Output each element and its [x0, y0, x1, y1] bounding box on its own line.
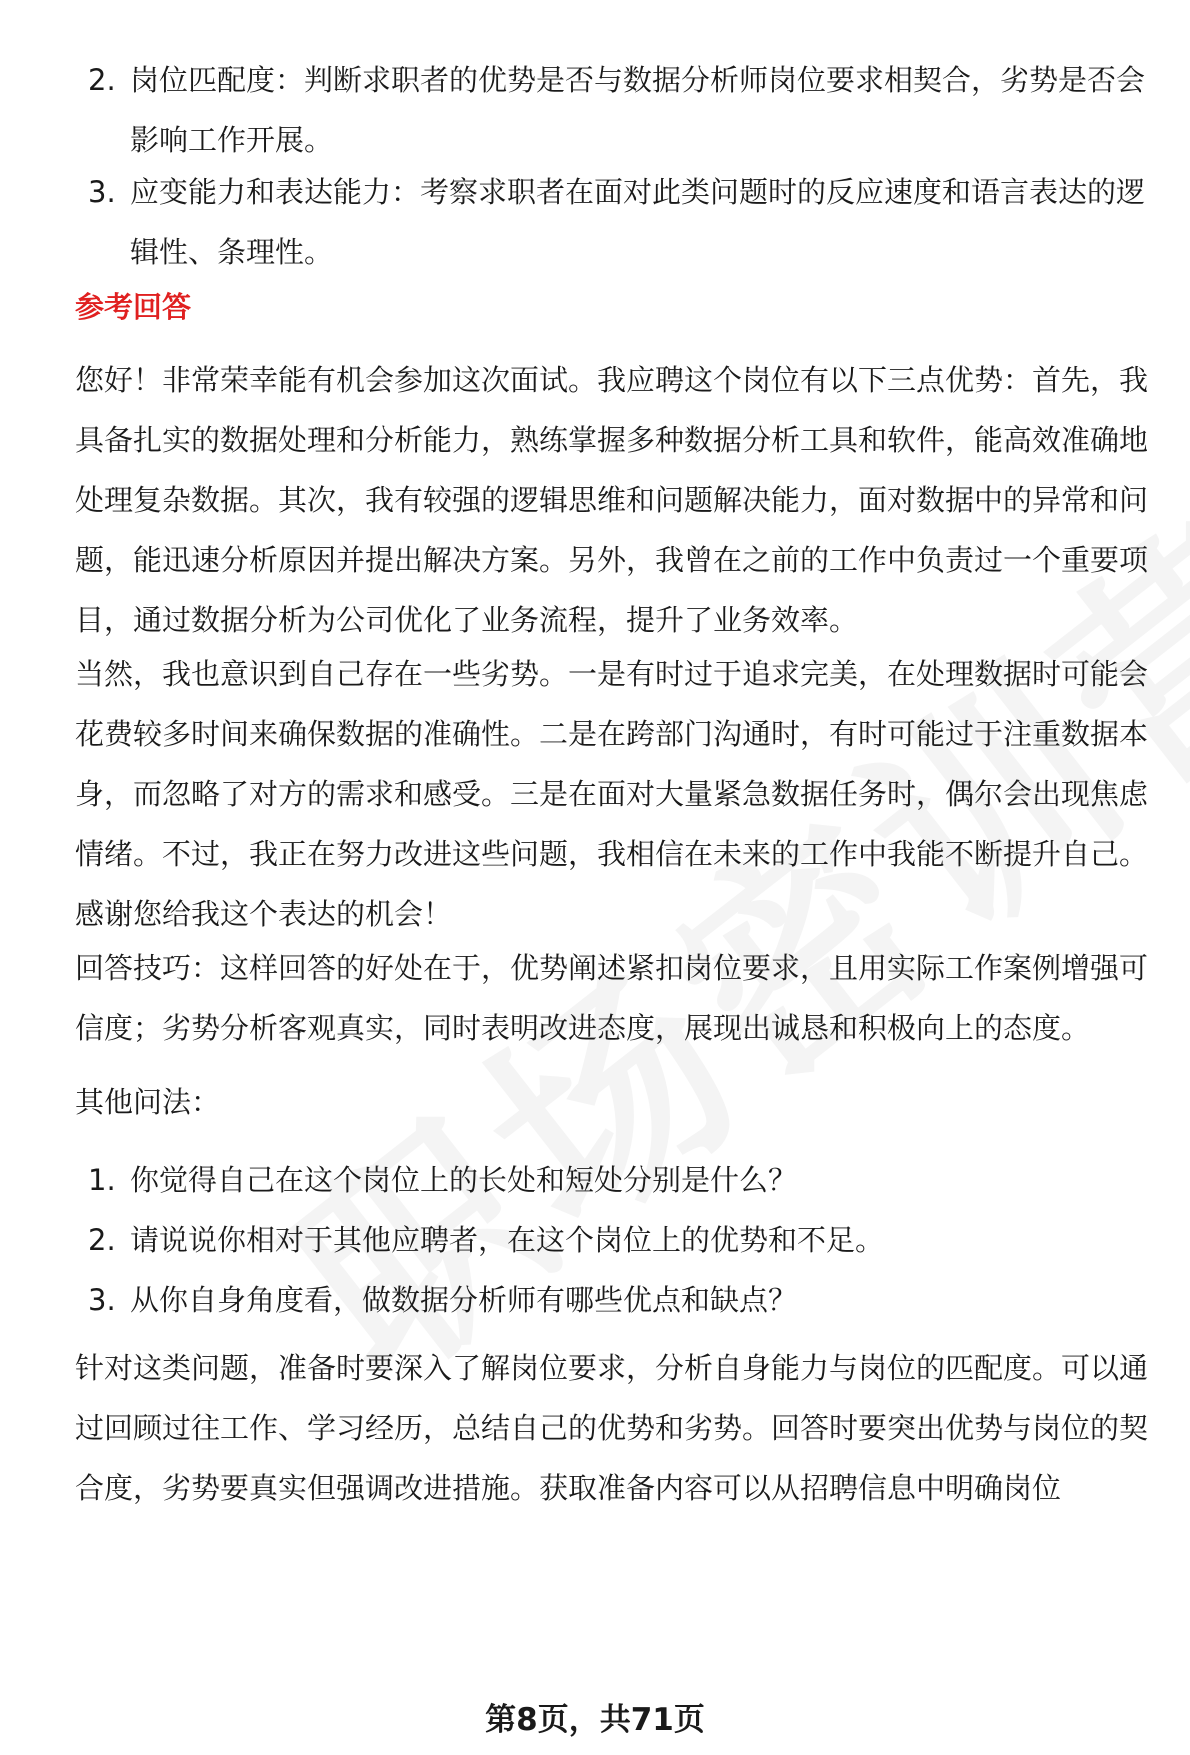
list-text: 你觉得自己在这个岗位上的长处和短处分别是什么？ [130, 1163, 798, 1197]
list-text: 岗位匹配度：判断求职者的优势是否与数据分析师岗位要求相契合，劣势是否会影响工作开展。 [130, 63, 1146, 157]
section-heading: 参考回答 [75, 290, 192, 324]
paragraph-preparation: 针对这类问题，准备时要深入了解岗位要求，分析自身能力与岗位的匹配度。可以通过回顾过往工作、学习经历，总结自己的优势和劣势。回答时要突出优势与岗位的契合度，劣势要真实但强调改进措施。获取准备内容可以从招聘信息中明确岗位 [75, 1351, 1149, 1505]
criteria-list [0, 50, 1190, 282]
other-questions-list [0, 1150, 1190, 1330]
paragraph-answer-strengths: 您好！非常荣幸能有机会参加这次面试。我应聘这个岗位有以下三点优势：首先，我具备扎实的数据处理和分析能力，熟练掌握多种数据分析工具和软件，能高效准确地处理复杂数据。其次，我有较强的逻辑思维和问题解决能力，面对数据中的异常和问题，能迅速分析原因并提出解决方案。另外，我曾在之前的工作中负责过一个重要项目，通过数据分析为公司优化了业务流程，提升了业务效率。 [75, 363, 1149, 637]
paragraph-tips: 回答技巧：这样回答的好处在于，优势阐述紧扣岗位要求，且用实际工作案例增强可信度；劣势分析客观真实，同时表明改进态度，展现出诚恳和积极向上的态度。 [75, 951, 1149, 1045]
paragraph-other-questions-label: 其他问法： [75, 1085, 221, 1119]
paragraph-answer-weaknesses: 当然，我也意识到自己存在一些劣势。一是有时过于追求完美，在处理数据时可能会花费较多时间来确保数据的准确性。二是在跨部门沟通时，有时可能过于注重数据本身，而忽略了对方的需求和感受。三是在面对大量紧急数据任务时，偶尔会出现焦虑情绪。不过，我正在努力改进这些问题，我相信在未来的工作中我能不断提升自己。感谢您给我这个表达的机会！ [75, 657, 1149, 931]
list-number: 3. [88, 1283, 116, 1317]
list-item [0, 50, 1160, 170]
list-number: 1. [88, 1163, 116, 1197]
list-text: 从你自身角度看，做数据分析师有哪些优点和缺点？ [130, 1283, 798, 1317]
list-number: 2. [88, 1223, 116, 1257]
list-item [0, 1210, 1160, 1270]
list-text: 应变能力和表达能力：考察求职者在面对此类问题时的反应速度和语言表达的逻辑性、条理性。 [130, 175, 1146, 269]
page-number-footer: 第8页，共71页 [485, 1702, 705, 1738]
list-item [0, 162, 1160, 282]
list-item [0, 1270, 1160, 1330]
list-number: 3. [88, 175, 116, 209]
list-text: 请说说你相对于其他应聘者，在这个岗位上的优势和不足。 [130, 1223, 885, 1257]
list-number: 2. [88, 63, 116, 97]
list-item [0, 1150, 1160, 1210]
